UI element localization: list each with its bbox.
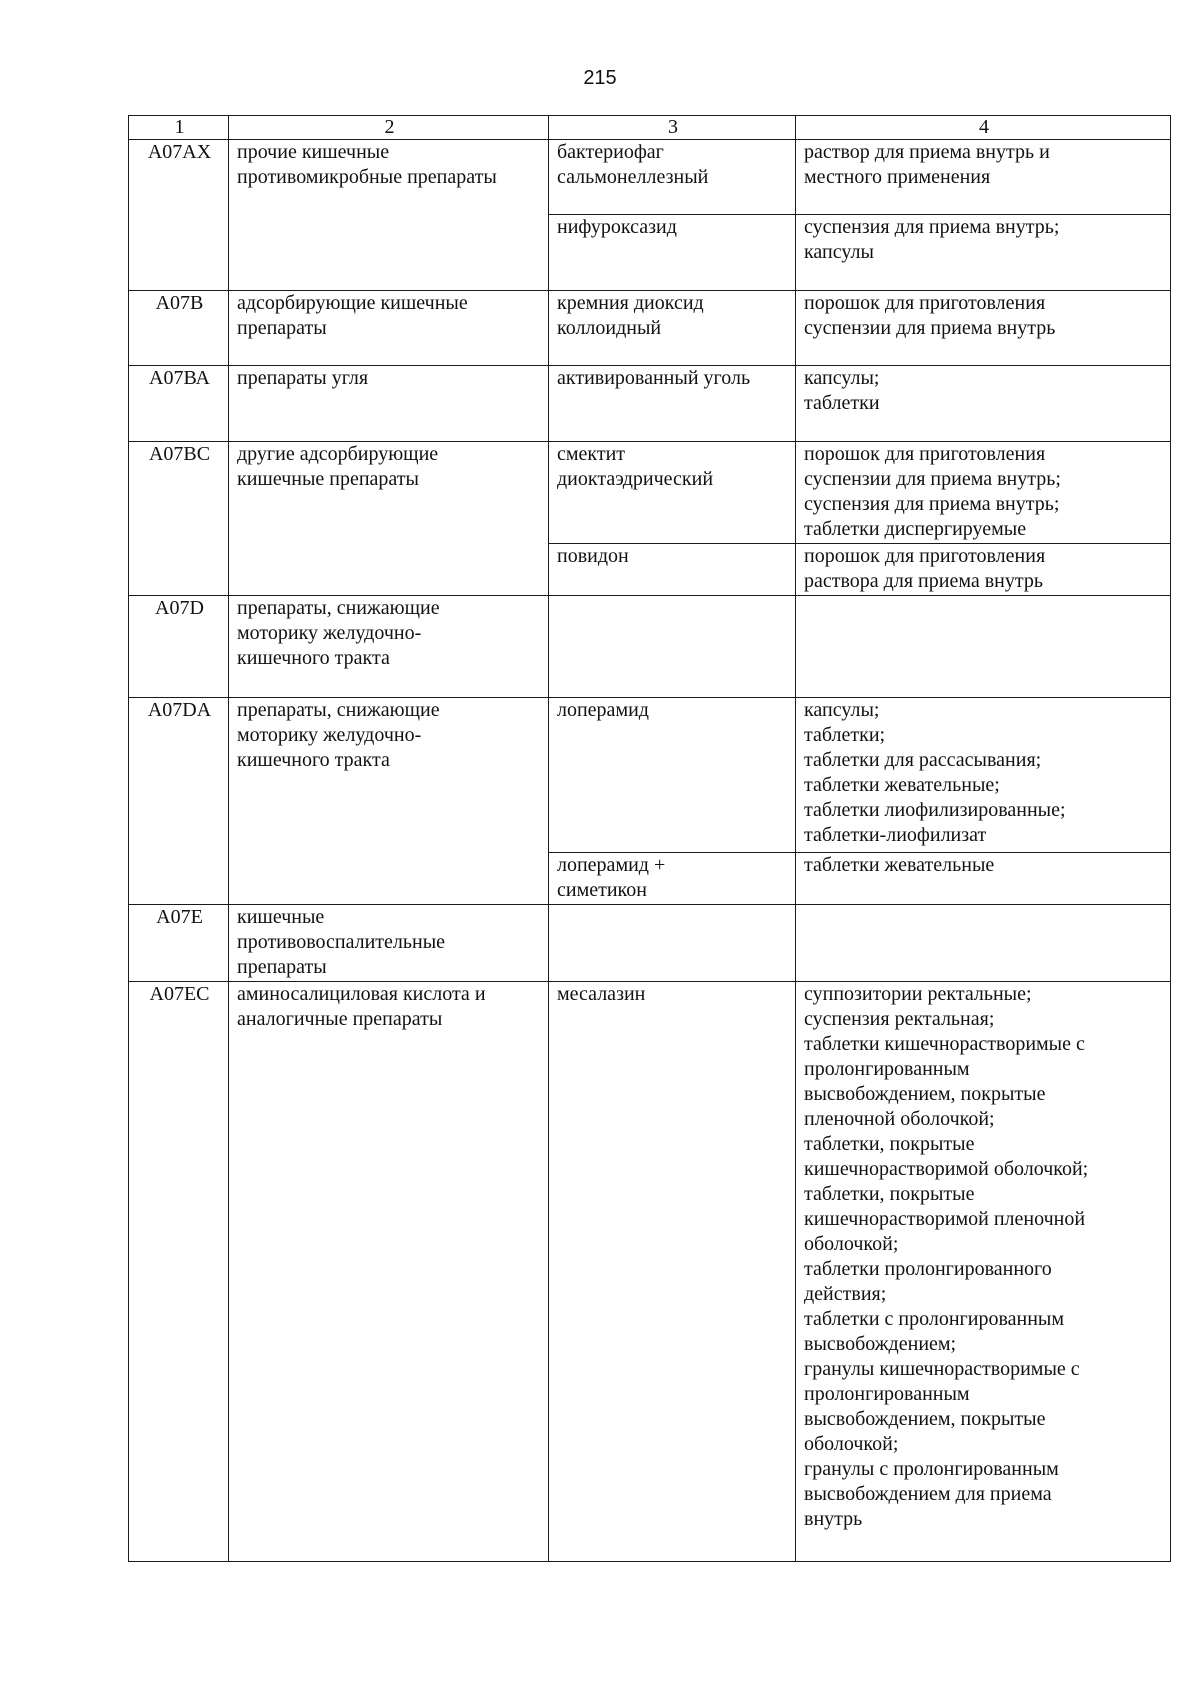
dosage-form-line: пролонгированным	[804, 1383, 970, 1405]
group-name-cell	[229, 291, 549, 366]
dosage-form-line: таблетки-лиофилизат	[804, 824, 987, 846]
atc-code-cell: А07ВС	[129, 442, 229, 596]
dosage-form-line: таблетки, покрытые	[804, 1133, 975, 1155]
table-row	[129, 442, 1171, 544]
dosage-form-cell	[796, 853, 1171, 905]
dosage-form-cell	[796, 442, 1171, 544]
dosage-form-line: суппозитории ректальные;	[804, 983, 1032, 1005]
group-name-line: кишечные препараты	[237, 468, 419, 490]
drug-name-line: лоперамид	[557, 699, 649, 721]
group-name-line: кишечные	[237, 906, 325, 928]
dosage-form-line: суспензии для приема внутрь	[804, 317, 1056, 339]
drug-name-line: лоперамид +	[557, 854, 666, 876]
dosage-form-cell	[796, 291, 1171, 366]
drug-name-line: сальмонеллезный	[557, 166, 709, 188]
dosage-form-line: порошок для приготовления	[804, 545, 1046, 567]
group-name-line: моторику желудочно-	[237, 622, 422, 644]
drug-name-line: бактериофаг	[557, 141, 664, 163]
dosage-form-line: таблетки жевательные;	[804, 774, 1000, 796]
dosage-form-line: капсулы	[804, 241, 874, 263]
group-name-line: препараты, снижающие	[237, 699, 440, 721]
dosage-form-cell	[796, 140, 1171, 215]
dosage-form-cell	[796, 982, 1171, 1562]
drug-name-line: повидон	[557, 545, 629, 567]
drug-name-cell	[549, 442, 796, 544]
group-name-cell	[229, 140, 549, 291]
dosage-form-cell	[796, 366, 1171, 442]
dosage-form-line: суспензии для приема внутрь;	[804, 468, 1061, 490]
drug-name-cell	[549, 291, 796, 366]
dosage-form-line: таблетки	[804, 392, 880, 414]
drug-name-line: кремния диоксид	[557, 292, 704, 314]
dosage-form-line: пролонгированным	[804, 1058, 970, 1080]
column-header-1: 1	[129, 116, 229, 140]
dosage-form-line: таблетки для рассасывания;	[804, 749, 1042, 771]
group-name-line: кишечного тракта	[237, 749, 390, 771]
group-name-line: противовоспалительные	[237, 931, 446, 953]
table-row	[129, 698, 1171, 853]
group-name-cell	[229, 366, 549, 442]
group-name-line: другие адсорбирующие	[237, 443, 439, 465]
dosage-form-cell	[796, 544, 1171, 596]
dosage-form-line: порошок для приготовления	[804, 292, 1046, 314]
group-name-line: препараты	[237, 956, 327, 978]
drug-name-cell	[549, 698, 796, 853]
atc-code-cell: А07Е	[129, 905, 229, 982]
dosage-form-line: капсулы;	[804, 367, 880, 389]
drug-name-cell	[549, 905, 796, 982]
group-name-line: аналогичные препараты	[237, 1008, 443, 1030]
drug-name-line: диоктаэдрический	[557, 468, 714, 490]
dosage-form-line: высвобождением;	[804, 1333, 957, 1355]
dosage-form-line: капсулы;	[804, 699, 880, 721]
drug-name-line: коллоидный	[557, 317, 662, 339]
drug-name-cell	[549, 215, 796, 291]
atc-code-cell: А07ВА	[129, 366, 229, 442]
dosage-form-line: таблетки лиофилизированные;	[804, 799, 1066, 821]
dosage-form-line: таблетки, покрытые	[804, 1183, 975, 1205]
table-row	[129, 596, 1171, 698]
dosage-form-line: таблетки диспергируемые	[804, 518, 1027, 540]
table-row	[129, 905, 1171, 982]
dosage-form-line: оболочкой;	[804, 1433, 899, 1455]
dosage-form-line: суспензия ректальная;	[804, 1008, 995, 1030]
dosage-form-cell	[796, 215, 1171, 291]
dosage-form-line: высвобождением для приема	[804, 1483, 1052, 1505]
drug-name-cell	[549, 853, 796, 905]
dosage-form-line: гранулы кишечнорастворимые с	[804, 1358, 1080, 1380]
table-row	[129, 982, 1171, 1562]
dosage-form-line: суспензия для приема внутрь;	[804, 493, 1060, 515]
dosage-form-cell	[796, 596, 1171, 698]
drug-name-cell	[549, 140, 796, 215]
atc-code-cell: А07DА	[129, 698, 229, 905]
group-name-line: препараты	[237, 317, 327, 339]
dosage-form-line: раствора для приема внутрь	[804, 570, 1043, 592]
dosage-form-line: гранулы с пролонгированным	[804, 1458, 1059, 1480]
dosage-form-line: раствор для приема внутрь и	[804, 141, 1050, 163]
table-row	[129, 291, 1171, 366]
drug-name-line: смектит	[557, 443, 626, 465]
group-name-line: препараты, снижающие	[237, 597, 440, 619]
table-row	[129, 140, 1171, 215]
dosage-form-line: пленочной оболочкой;	[804, 1108, 995, 1130]
drug-name-cell	[549, 544, 796, 596]
column-header-4: 4	[796, 116, 1171, 140]
group-name-line: кишечного тракта	[237, 647, 390, 669]
dosage-form-cell	[796, 698, 1171, 853]
atc-code-cell: А07АХ	[129, 140, 229, 291]
drug-name-cell	[549, 596, 796, 698]
group-name-line: аминосалициловая кислота и	[237, 983, 486, 1005]
atc-code-cell: А07В	[129, 291, 229, 366]
group-name-line: прочие кишечные	[237, 141, 390, 163]
dosage-form-line: суспензия для приема внутрь;	[804, 216, 1060, 238]
group-name-cell	[229, 442, 549, 596]
dosage-form-line: таблетки с пролонгированным	[804, 1308, 1065, 1330]
dosage-form-line: таблетки кишечнорастворимые с	[804, 1033, 1085, 1055]
dosage-form-line: высвобождением, покрытые	[804, 1083, 1046, 1105]
group-name-line: противомикробные препараты	[237, 166, 497, 188]
drug-name-line: месалазин	[557, 983, 646, 1005]
group-name-line: адсорбирующие кишечные	[237, 292, 468, 314]
dosage-form-line: кишечнорастворимой пленочной	[804, 1208, 1086, 1230]
dosage-form-line: таблетки;	[804, 724, 886, 746]
table-row	[129, 366, 1171, 442]
drug-name-line: нифуроксазид	[557, 216, 677, 238]
group-name-cell	[229, 905, 549, 982]
atc-code-cell: А07ЕС	[129, 982, 229, 1562]
table-header-row	[129, 116, 1171, 140]
dosage-form-line: порошок для приготовления	[804, 443, 1046, 465]
dosage-form-line: местного применения	[804, 166, 991, 188]
group-name-line: препараты угля	[237, 367, 369, 389]
dosage-form-line: таблетки пролонгированного	[804, 1258, 1052, 1280]
group-name-cell	[229, 982, 549, 1562]
page-number: 215	[583, 67, 617, 89]
drug-table	[128, 115, 1171, 1562]
dosage-form-cell	[796, 905, 1171, 982]
drug-name-cell	[549, 982, 796, 1562]
atc-code-cell: А07D	[129, 596, 229, 698]
group-name-cell	[229, 596, 549, 698]
dosage-form-line: внутрь	[804, 1508, 863, 1530]
column-header-2: 2	[229, 116, 549, 140]
dosage-form-line: кишечнорастворимой оболочкой;	[804, 1158, 1089, 1180]
dosage-form-line: действия;	[804, 1283, 887, 1305]
group-name-line: моторику желудочно-	[237, 724, 422, 746]
dosage-form-line: высвобождением, покрытые	[804, 1408, 1046, 1430]
column-header-3: 3	[549, 116, 796, 140]
drug-name-cell	[549, 366, 796, 442]
drug-name-line: симетикон	[557, 879, 647, 901]
drug-name-line: активированный уголь	[557, 367, 751, 389]
dosage-form-line: таблетки жевательные	[804, 854, 995, 876]
dosage-form-line: оболочкой;	[804, 1233, 899, 1255]
group-name-cell	[229, 698, 549, 905]
